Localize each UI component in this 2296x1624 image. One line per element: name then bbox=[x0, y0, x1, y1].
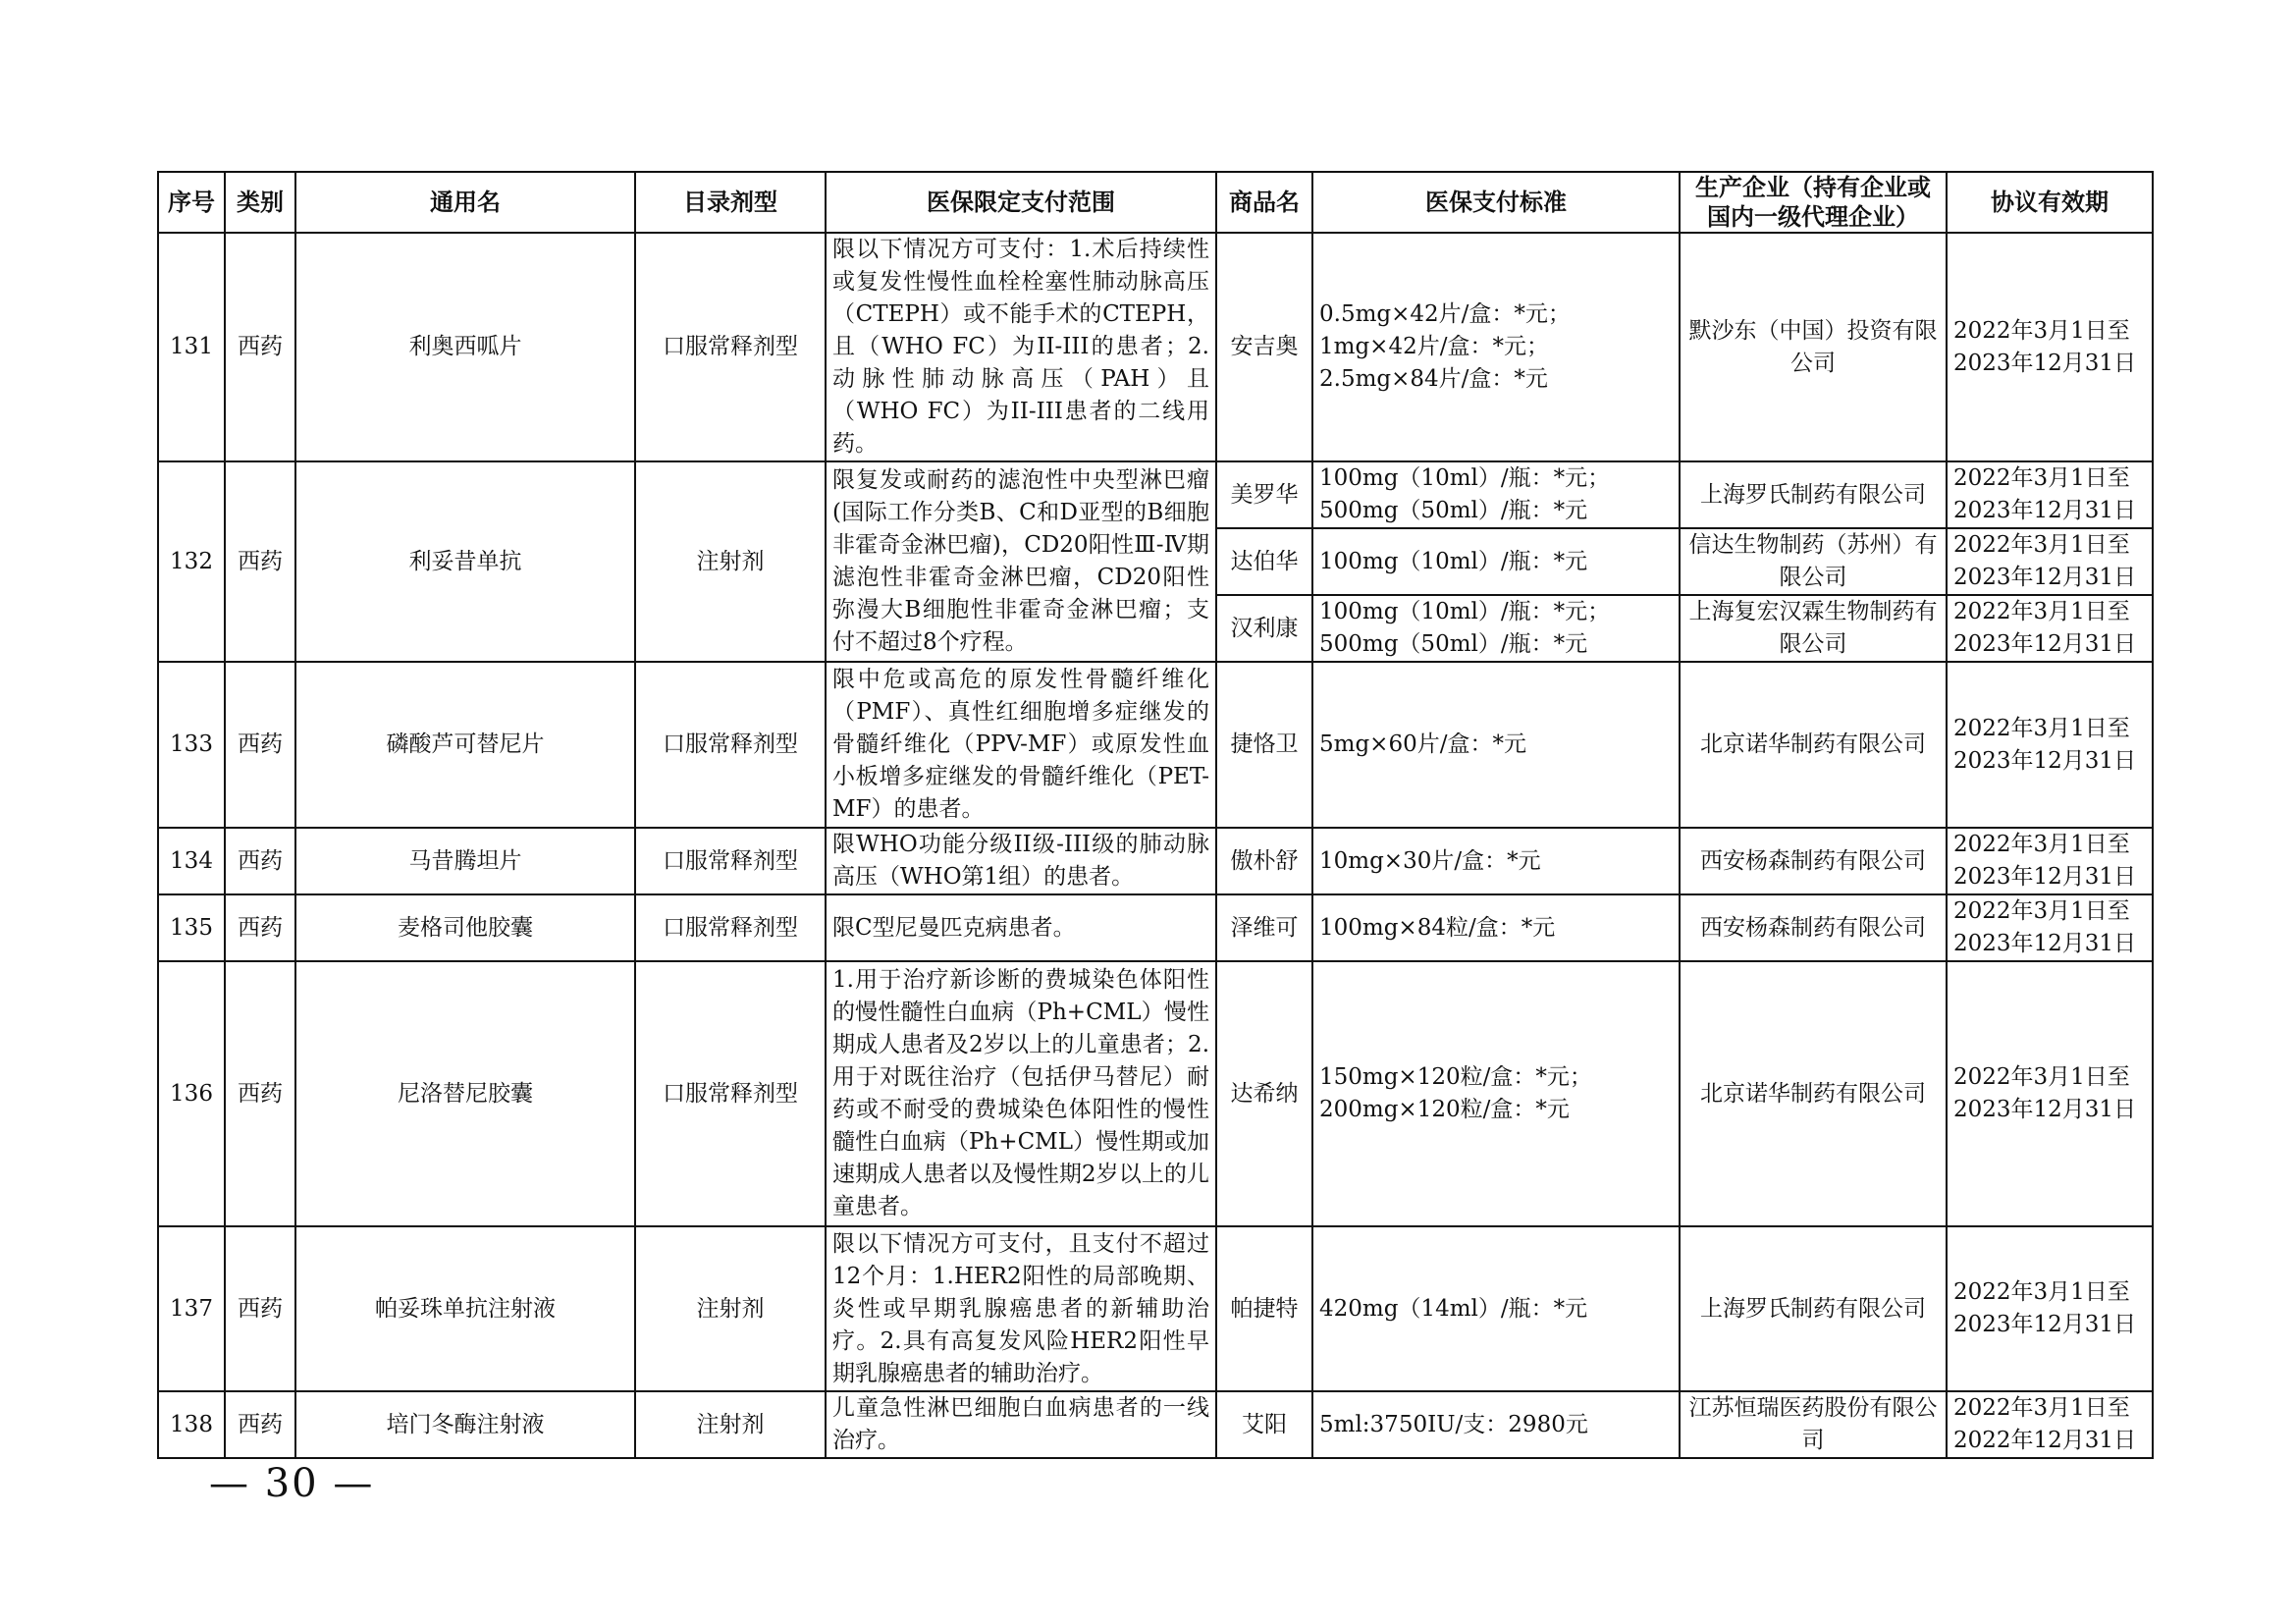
row-validity bbox=[1947, 894, 2153, 961]
header-payment-standard: 医保支付标准 bbox=[1312, 172, 1680, 233]
row-manufacturer: 江苏恒瑞医药股份有限公司 bbox=[1680, 1391, 1947, 1458]
row-payment-standard bbox=[1312, 233, 1680, 461]
row-no: 138 bbox=[158, 1391, 225, 1458]
validity-line: 2023年12月31日 bbox=[1953, 350, 2137, 376]
drug-catalog-table bbox=[157, 171, 2154, 1459]
standard-line: 0.5mg×42片/盒：*元； bbox=[1319, 301, 1571, 327]
row-validity bbox=[1947, 828, 2153, 894]
row-brand-name: 傲朴舒 bbox=[1216, 828, 1312, 894]
validity-line: 2022年3月1日至 bbox=[1953, 532, 2130, 558]
row-manufacturer: 上海罗氏制药有限公司 bbox=[1680, 461, 1947, 528]
row-no: 136 bbox=[158, 961, 225, 1226]
row-generic-name: 磷酸芦可替尼片 bbox=[295, 662, 635, 828]
header-dosage-form: 目录剂型 bbox=[635, 172, 826, 233]
row-payment-standard bbox=[1312, 961, 1680, 1226]
row-brand-name: 汉利康 bbox=[1216, 595, 1312, 662]
table-header-row bbox=[158, 172, 2153, 233]
row-dosage-form: 口服常释剂型 bbox=[635, 662, 826, 828]
validity-line: 2023年12月31日 bbox=[1953, 498, 2137, 523]
row-dosage-form: 注射剂 bbox=[635, 1391, 826, 1458]
table-row bbox=[158, 233, 2153, 461]
row-payment-scope: 限C型尼曼匹克病患者。 bbox=[826, 894, 1216, 961]
row-generic-name: 帕妥珠单抗注射液 bbox=[295, 1226, 635, 1391]
row-category: 西药 bbox=[225, 662, 295, 828]
row-brand-name: 泽维可 bbox=[1216, 894, 1312, 961]
validity-line: 2022年3月1日至 bbox=[1953, 715, 2130, 741]
row-brand-name: 安吉奥 bbox=[1216, 233, 1312, 461]
row-validity bbox=[1947, 1391, 2153, 1458]
row-dosage-form: 注射剂 bbox=[635, 461, 826, 662]
validity-line: 2022年3月1日至 bbox=[1953, 898, 2130, 924]
row-payment-scope: 儿童急性淋巴细胞白血病患者的一线治疗。 bbox=[826, 1391, 1216, 1458]
header-brand-name: 商品名 bbox=[1216, 172, 1312, 233]
row-generic-name: 麦格司他胶囊 bbox=[295, 894, 635, 961]
row-validity bbox=[1947, 528, 2153, 595]
validity-line: 2023年12月31日 bbox=[1953, 931, 2137, 956]
validity-line: 2022年3月1日至 bbox=[1953, 317, 2130, 344]
standard-line: 10mg×30片/盒：*元 bbox=[1319, 847, 1541, 874]
row-validity bbox=[1947, 233, 2153, 461]
row-category: 西药 bbox=[225, 961, 295, 1226]
row-validity bbox=[1947, 662, 2153, 828]
header-payment-scope: 医保限定支付范围 bbox=[826, 172, 1216, 233]
validity-line: 2022年3月1日至 bbox=[1953, 1395, 2130, 1421]
row-category: 西药 bbox=[225, 233, 295, 461]
row-category: 西药 bbox=[225, 1391, 295, 1458]
row-no: 137 bbox=[158, 1226, 225, 1391]
row-category: 西药 bbox=[225, 461, 295, 662]
row-payment-scope: 限中危或高危的原发性骨髓纤维化（PMF）、真性红细胞增多症继发的骨髓纤维化（PPV-MF）或原发性血小板增多症继发的骨髓纤维化（PET-MF）的患者。 bbox=[826, 662, 1216, 828]
validity-line: 2022年3月1日至 bbox=[1953, 1064, 2130, 1090]
standard-line: 500mg（50ml）/瓶：*元 bbox=[1319, 498, 1588, 523]
row-validity bbox=[1947, 595, 2153, 662]
row-payment-scope: 限WHO功能分级II级-III级的肺动脉高压（WHO第1组）的患者。 bbox=[826, 828, 1216, 894]
row-payment-standard bbox=[1312, 595, 1680, 662]
row-manufacturer: 默沙东（中国）投资有限公司 bbox=[1680, 233, 1947, 461]
standard-line: 100mg（10ml）/瓶：*元 bbox=[1319, 548, 1588, 574]
row-no: 133 bbox=[158, 662, 225, 828]
table-row bbox=[158, 961, 2153, 1226]
table-row bbox=[158, 662, 2153, 828]
validity-line: 2022年3月1日至 bbox=[1953, 832, 2130, 857]
row-payment-scope: 限复发或耐药的滤泡性中央型淋巴瘤(国际工作分类B、C和D亚型的B细胞非霍奇金淋巴瘤)，CD20阳性Ⅲ-Ⅳ期滤泡性非霍奇金淋巴瘤，CD20阳性弥漫大B细胞性非霍奇金淋巴瘤；支付不超过8个疗程。 bbox=[826, 461, 1216, 662]
row-payment-standard bbox=[1312, 1226, 1680, 1391]
row-dosage-form: 口服常释剂型 bbox=[635, 828, 826, 894]
row-manufacturer: 西安杨森制药有限公司 bbox=[1680, 828, 1947, 894]
table-row bbox=[158, 1226, 2153, 1391]
row-payment-scope: 限以下情况方可支付，且支付不超过12个月：1.HER2阳性的局部晚期、炎性或早期乳腺癌患者的新辅助治疗。2.具有高复发风险HER2阳性早期乳腺癌患者的辅助治疗。 bbox=[826, 1226, 1216, 1391]
header-category: 类别 bbox=[225, 172, 295, 233]
validity-line: 2022年3月1日至 bbox=[1953, 465, 2130, 491]
row-manufacturer: 北京诺华制药有限公司 bbox=[1680, 662, 1947, 828]
row-validity bbox=[1947, 961, 2153, 1226]
table-row bbox=[158, 461, 2153, 528]
row-manufacturer: 信达生物制药（苏州）有限公司 bbox=[1680, 528, 1947, 595]
row-dosage-form: 口服常释剂型 bbox=[635, 894, 826, 961]
row-payment-standard bbox=[1312, 662, 1680, 828]
table-row bbox=[158, 894, 2153, 961]
standard-line: 100mg（10ml）/瓶：*元； bbox=[1319, 599, 1611, 624]
table-row bbox=[158, 1391, 2153, 1458]
row-generic-name: 利奥西呱片 bbox=[295, 233, 635, 461]
row-manufacturer: 上海复宏汉霖生物制药有限公司 bbox=[1680, 595, 1947, 662]
row-generic-name: 马昔腾坦片 bbox=[295, 828, 635, 894]
validity-line: 2022年12月31日 bbox=[1953, 1428, 2137, 1453]
standard-line: 2.5mg×84片/盒：*元 bbox=[1319, 366, 1548, 392]
validity-line: 2023年12月31日 bbox=[1953, 1312, 2137, 1337]
row-generic-name: 尼洛替尼胶囊 bbox=[295, 961, 635, 1226]
row-category: 西药 bbox=[225, 894, 295, 961]
row-manufacturer: 上海罗氏制药有限公司 bbox=[1680, 1226, 1947, 1391]
row-payment-scope: 1.用于治疗新诊断的费城染色体阳性的慢性髓性白血病（Ph+CML）慢性期成人患者及2岁以上的儿童患者；2.用于对既往治疗（包括伊马替尼）耐药或不耐受的费城染色体阳性的慢性髓性白血病（Ph+CML）慢性期或加速期成人患者以及慢性期2岁以上的儿童患者。 bbox=[826, 961, 1216, 1226]
row-generic-name: 培门冬酶注射液 bbox=[295, 1391, 635, 1458]
row-brand-name: 艾阳 bbox=[1216, 1391, 1312, 1458]
standard-line: 200mg×120粒/盒：*元 bbox=[1319, 1097, 1570, 1122]
row-brand-name: 达伯华 bbox=[1216, 528, 1312, 595]
row-manufacturer: 西安杨森制药有限公司 bbox=[1680, 894, 1947, 961]
standard-line: 150mg×120粒/盒：*元； bbox=[1319, 1064, 1592, 1090]
row-validity bbox=[1947, 461, 2153, 528]
standard-line: 100mg×84粒/盒：*元 bbox=[1319, 914, 1556, 941]
validity-line: 2023年12月31日 bbox=[1953, 864, 2137, 890]
row-manufacturer: 北京诺华制药有限公司 bbox=[1680, 961, 1947, 1226]
standard-line: 5ml:3750IU/支：2980元 bbox=[1319, 1411, 1588, 1437]
standard-line: 5mg×60片/盒：*元 bbox=[1319, 731, 1526, 757]
row-no: 134 bbox=[158, 828, 225, 894]
validity-line: 2023年12月31日 bbox=[1953, 1097, 2137, 1122]
header-no: 序号 bbox=[158, 172, 225, 233]
row-no: 132 bbox=[158, 461, 225, 662]
row-payment-scope: 限以下情况方可支付：1.术后持续性或复发性慢性血栓栓塞性肺动脉高压（CTEPH）或不能手术的CTEPH，且（WHO FC）为II-III的患者；2.动脉性肺动脉高压（PAH）且（WHO FC）为II-III患者的二线用药。 bbox=[826, 233, 1216, 461]
header-manufacturer: 生产企业（持有企业或国内一级代理企业） bbox=[1680, 172, 1947, 233]
validity-line: 2023年12月31日 bbox=[1953, 631, 2137, 657]
table-row bbox=[158, 828, 2153, 894]
row-no: 131 bbox=[158, 233, 225, 461]
row-brand-name: 帕捷特 bbox=[1216, 1226, 1312, 1391]
row-dosage-form: 注射剂 bbox=[635, 1226, 826, 1391]
row-payment-standard bbox=[1312, 894, 1680, 961]
row-payment-standard bbox=[1312, 828, 1680, 894]
header-generic-name: 通用名 bbox=[295, 172, 635, 233]
row-validity bbox=[1947, 1226, 2153, 1391]
row-category: 西药 bbox=[225, 828, 295, 894]
row-category: 西药 bbox=[225, 1226, 295, 1391]
row-payment-standard bbox=[1312, 461, 1680, 528]
row-payment-standard bbox=[1312, 528, 1680, 595]
standard-line: 420mg（14ml）/瓶：*元 bbox=[1319, 1295, 1588, 1322]
row-dosage-form: 口服常释剂型 bbox=[635, 961, 826, 1226]
row-brand-name: 达希纳 bbox=[1216, 961, 1312, 1226]
validity-line: 2023年12月31日 bbox=[1953, 565, 2137, 590]
validity-line: 2022年3月1日至 bbox=[1953, 1279, 2130, 1305]
standard-line: 100mg（10ml）/瓶：*元； bbox=[1319, 465, 1611, 491]
row-generic-name: 利妥昔单抗 bbox=[295, 461, 635, 662]
standard-line: 1mg×42片/盒：*元； bbox=[1319, 334, 1549, 359]
page-number: — 30 — bbox=[209, 1461, 375, 1506]
header-validity: 协议有效期 bbox=[1947, 172, 2153, 233]
row-brand-name: 捷恪卫 bbox=[1216, 662, 1312, 828]
row-brand-name: 美罗华 bbox=[1216, 461, 1312, 528]
standard-line: 500mg（50ml）/瓶：*元 bbox=[1319, 631, 1588, 657]
validity-line: 2022年3月1日至 bbox=[1953, 599, 2130, 624]
row-dosage-form: 口服常释剂型 bbox=[635, 233, 826, 461]
row-no: 135 bbox=[158, 894, 225, 961]
row-payment-standard bbox=[1312, 1391, 1680, 1458]
validity-line: 2023年12月31日 bbox=[1953, 747, 2137, 774]
